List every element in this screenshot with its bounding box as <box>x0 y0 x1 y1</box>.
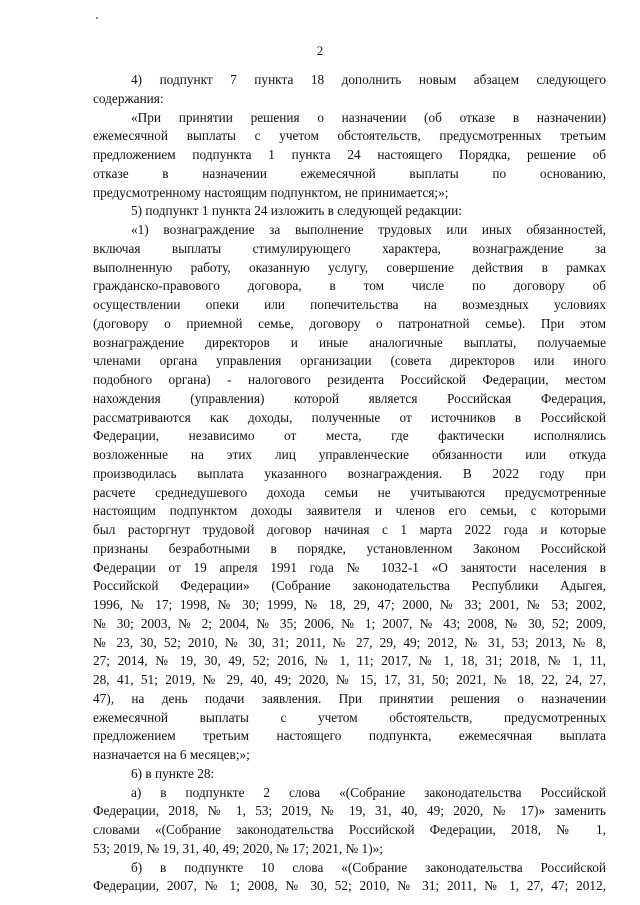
text-line: признаны безработными в порядке, установленном Законом Российской <box>93 540 606 556</box>
text-line: «1) вознаграждение за выполнение трудовых или иных обязанностей, <box>131 222 606 237</box>
text-line: расчете среднедушевого дохода семьи не учитываются предусмотренные <box>93 484 606 500</box>
text-line: производилась выплата указанного вознаграждения. В 2022 году при <box>93 465 606 481</box>
text-line: предложением подпункта 1 пункта 24 настоящего Порядка, решение об <box>93 147 606 162</box>
text-line: содержания: <box>93 90 164 106</box>
text-line: отказе в назначении ежемесячной выплаты по основанию, <box>93 165 606 181</box>
text-line: возложенные на этих лиц управленческие обязанности или откуда <box>93 447 606 462</box>
text-line: № 23, 30, 52; 2010, № 30, 31; 2011, № 27, 29, 49; 2012, № 31, 53; 2013, № 8, <box>93 634 606 650</box>
text-line: настоящим подпунктом доходы заявителя и членов его семьи, с которыми <box>93 503 606 519</box>
text-line: назначается на 6 месяцев;»; <box>93 747 250 762</box>
text-line: б) в подпункте 10 слова «(Собрание законодательства Российской <box>131 859 606 875</box>
text-line: вознаграждение директоров и иные аналогичные выплаты, получаемые <box>93 334 606 350</box>
text-line: 5) подпункт 1 пункта 24 изложить в следующей редакции: <box>131 203 462 219</box>
text-line: Федерации, 2007, № 1; 2008, № 30, 52; 2010, № 31; 2011, № 1, 27, 47; 2012, <box>93 878 606 894</box>
scan-speck <box>96 17 98 19</box>
text-line: 6) в пункте 28: <box>131 765 215 781</box>
text-line: предусмотренному настоящим подпунктом, не принимается;»; <box>93 184 449 200</box>
text-line: 28, 41, 51; 2019, № 29, 40, 49; 2020, № 15, 17, 31, 50; 2021, № 18, 22, 24, 27, <box>93 672 606 687</box>
text-line: а) в подпункте 2 слова «(Собрание законодательства Российской <box>131 784 606 800</box>
text-line: словами «(Собрание законодательства Российской Федерации, 2018, № 1, <box>93 822 606 837</box>
text-line: ежемесячной выплаты с учетом обстоятельств, предусмотренных третьим <box>93 128 606 144</box>
text-line: выполненную работу, оказанную услугу, совершение действия в рамках <box>93 259 606 275</box>
text-line: членами органа управления организации (совета директоров или иного <box>93 353 606 369</box>
text-line: 4) подпункт 7 пункта 18 дополнить новым абзацем следующего <box>131 72 606 87</box>
text-line: Федерации, 2018, № 1, 53; 2019, № 19, 31, 40, 49; 2020, № 17)» заменить <box>93 803 606 819</box>
document-body <box>93 71 606 896</box>
text-line: ежемесячной выплаты с учетом обстоятельств, предусмотренных <box>93 709 606 725</box>
text-line: (договору о приемной семье, договору о патронатной семье). При этом <box>93 315 606 331</box>
text-line: подобного органа) - налогового резидента Российской Федерации, местом <box>93 372 606 387</box>
text-line: № 30; 2003, № 2; 2004, № 35; 2006, № 1; 2007, № 43; 2008, № 30, 52; 2009, <box>93 615 606 631</box>
text-line: Российской Федерации» (Собрание законодательства Республики Адыгея, <box>93 578 606 594</box>
text-line: 53; 2019, № 19, 31, 40, 49; 2020, № 17; 2021, № 1)»; <box>93 840 383 856</box>
text-line: 27; 2014, № 19, 30, 49, 52; 2016, № 1, 11; 2017, № 1, 18, 31; 2018, № 1, 11, <box>93 653 606 669</box>
text-line: 1996, № 17; 1998, № 30; 1999, № 18, 29, 47; 2000, № 33; 2001, № 53; 2002, <box>93 597 606 612</box>
page-number: 2 <box>316 43 324 58</box>
text-line: включая выплаты стимулирующего характера, вознаграждение за <box>93 240 606 256</box>
text-line: гражданско-правового договора, в том числе по договору об <box>93 278 606 294</box>
text-line: Федерации, независимо от места, где фактически исполнялись <box>93 428 606 444</box>
text-line: рассматриваются как доходы, полученные от источников в Российской <box>93 409 606 425</box>
text-line: осуществлении опеки или попечительства на возмездных условиях <box>93 297 606 312</box>
text-line: 47), на день подачи заявления. При принятии решения о назначении <box>93 690 606 706</box>
text-line: нахождения (управления) которой является Российская Федерация, <box>93 390 606 406</box>
text-line: Федерации от 19 апреля 1991 года № 1032-1 «О занятости населения в <box>93 559 606 575</box>
text-line: предложением третьим настоящего подпункта, ежемесячная выплата <box>93 728 606 744</box>
text-line: был расторгнут трудовой договор начиная с 1 марта 2022 года и которые <box>93 522 606 537</box>
text-line: «При принятии решения о назначении (об отказе в назначении) <box>131 109 606 125</box>
